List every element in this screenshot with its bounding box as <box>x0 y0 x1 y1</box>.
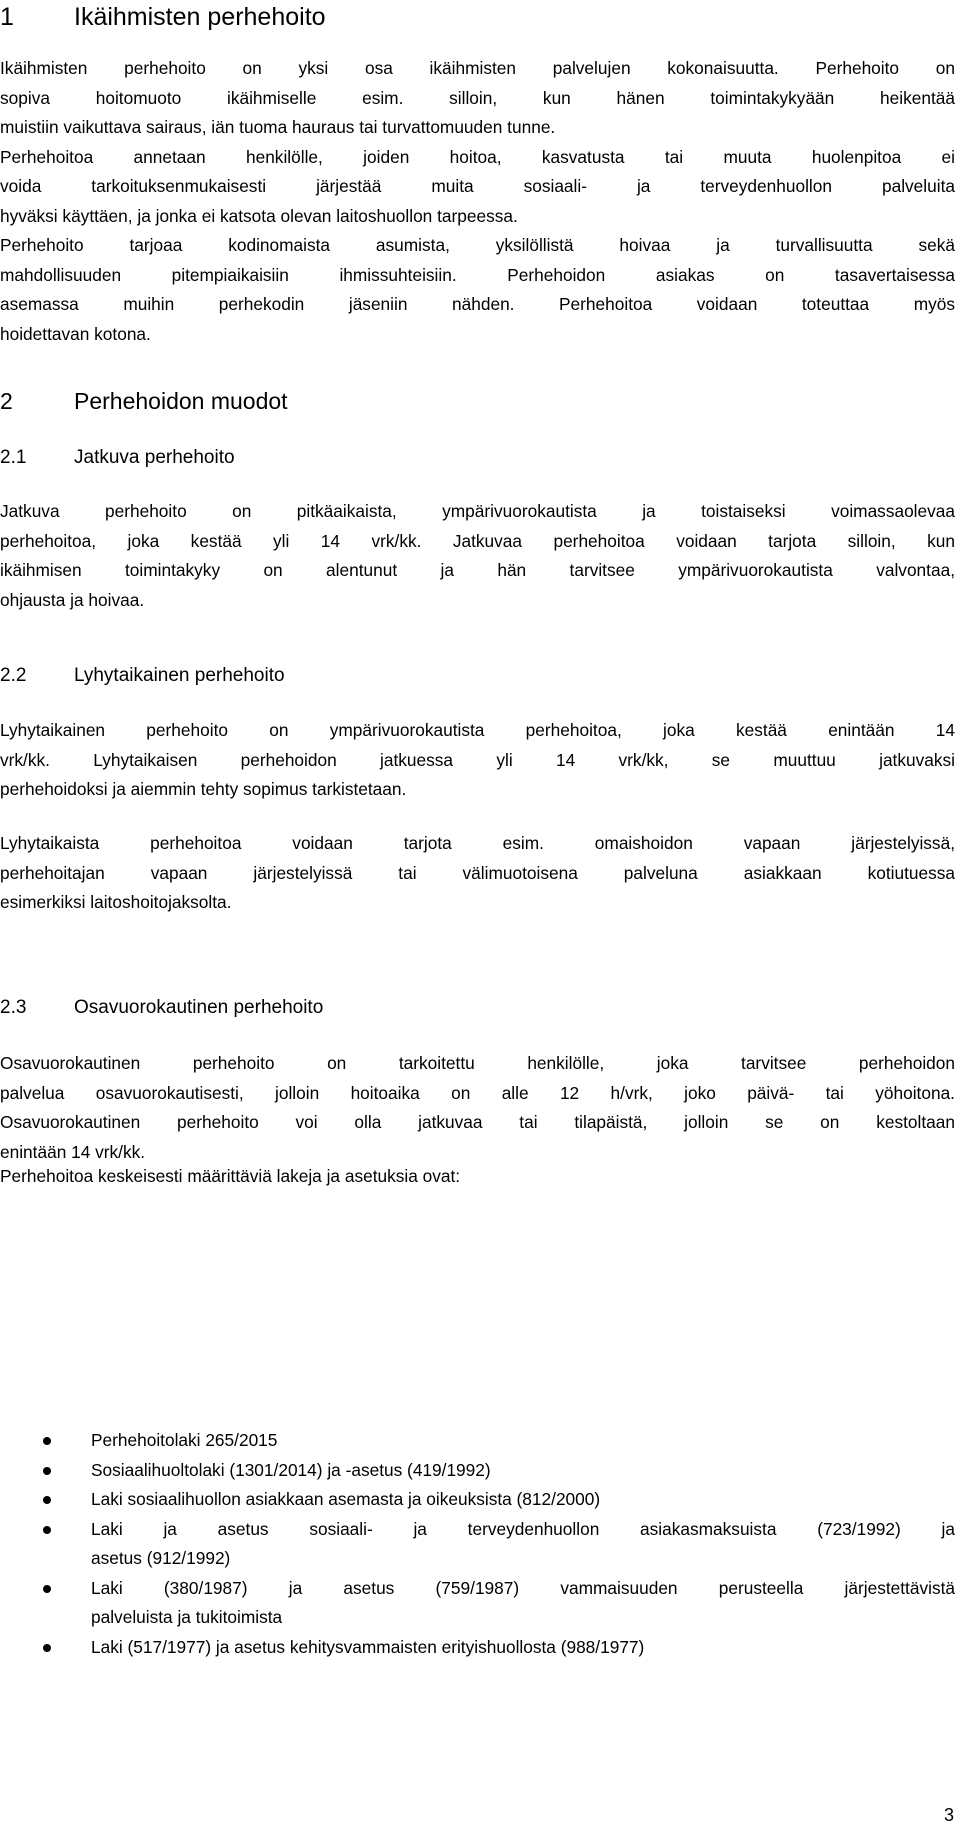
text-line: Perhehoito tarjoaa kodinomaista asumista, yksilöllistä hoivaa ja turvallisuutta sekä <box>0 235 955 255</box>
heading-title: Ikäihmisten perhehoito <box>74 3 326 31</box>
text-line: Ikäihmisten perhehoito on yksi osa ikäihmisten palvelujen kokonaisuutta. Perhehoito on <box>0 58 955 78</box>
text-line: esimerkiksi laitoshoitojaksolta. <box>0 892 232 912</box>
text-line: ikäihmisen toimintakyky on alentunut ja hän tarvitsee ympärivuorokautista valvontaa, <box>0 560 955 580</box>
bullet-icon <box>43 1526 51 1534</box>
list-item <box>0 1426 955 1456</box>
heading-number: 1 <box>0 3 14 31</box>
text-line: muistiin vaikuttava sairaus, iän tuoma hauraus tai turvattomuuden tunne. <box>0 117 556 137</box>
heading-section-2-1 <box>0 446 235 470</box>
text-line: palvelua osavuorokautisesti, jolloin hoitoaika on alle 12 h/vrk, joko päivä- tai yöhoitona. <box>0 1082 955 1103</box>
paragraph-section-1 <box>0 54 955 349</box>
heading-title: Perhehoidon muodot <box>74 388 288 414</box>
text-line: Lyhytaikaista perhehoitoa voidaan tarjota esim. omaishoidon vapaan järjestelyissä, <box>0 833 955 853</box>
bullet-icon <box>43 1644 51 1652</box>
page-number: 3 <box>943 1805 954 1825</box>
text-line: Lyhytaikainen perhehoito on ympärivuorokautista perhehoitoa, joka kestää enintään 14 <box>0 720 955 740</box>
text-line: hoidettavan kotona. <box>0 323 151 344</box>
heading-title: Lyhytaikainen perhehoito <box>74 665 285 686</box>
list-item-text: Sosiaalihuoltolaki (1301/2014) ja -asetus (419/1992) <box>91 1459 491 1480</box>
text-line: Osavuorokautinen perhehoito on tarkoitettu henkilölle, joka tarvitsee perhehoidon <box>0 1053 955 1073</box>
paragraph-section-2-2-b <box>0 829 955 918</box>
bullet-icon <box>43 1437 51 1445</box>
text-line: sopiva hoitomuoto ikäihmiselle esim. silloin, kun hänen toimintakykyään heikentää <box>0 87 955 108</box>
list-item <box>0 1633 955 1663</box>
text-line: Jatkuva perhehoito on pitkäaikaista, ympärivuorokautista ja toistaiseksi voimassaolevaa <box>0 501 955 521</box>
list-item <box>0 1515 955 1574</box>
list-item-text: palveluista ja tukitoimista <box>91 1607 283 1627</box>
text-line: enintään 14 vrk/kk. <box>0 1141 146 1162</box>
list-item <box>0 1574 955 1633</box>
paragraph-section-2-3 <box>0 1049 955 1167</box>
text-line: perhehoitoa, joka kestää yli 14 vrk/kk. Jatkuvaa perhehoitoa voidaan tarjota silloin, kun <box>0 530 955 551</box>
heading-number: 2.1 <box>0 447 27 468</box>
heading-section-2-2 <box>0 664 285 688</box>
bullet-icon <box>43 1585 51 1593</box>
paragraph-section-2-1 <box>0 497 955 615</box>
text-line: hyväksi käyttäen, ja jonka ei katsota olevan laitoshuollon tarpeessa. <box>0 205 518 226</box>
heading-number: 2.3 <box>0 997 27 1018</box>
list-item-text: Laki ja asetus sosiaali- ja terveydenhuollon asiakasmaksuista (723/1992) ja <box>91 1518 955 1539</box>
list-item <box>0 1485 955 1515</box>
bullet-icon <box>43 1467 51 1475</box>
list-item-text: Laki sosiaalihuollon asiakkaan asemasta ja oikeuksista (812/2000) <box>91 1489 601 1509</box>
heading-section-1 <box>0 2 326 32</box>
heading-title: Jatkuva perhehoito <box>74 447 235 468</box>
list-item <box>0 1456 955 1486</box>
list-item-text: Laki (517/1977) ja asetus kehitysvammaisten erityishuollosta (988/1977) <box>91 1636 645 1657</box>
text-line: perhehoidoksi ja aiemmin tehty sopimus tarkistetaan. <box>0 779 407 799</box>
text-line: ohjausta ja hoivaa. <box>0 589 145 610</box>
heading-number: 2 <box>0 388 13 414</box>
heading-section-2 <box>0 387 288 415</box>
heading-number: 2.2 <box>0 665 27 686</box>
list-item-text: asetus (912/1992) <box>91 1548 231 1568</box>
text-line: Perhehoitoa annetaan henkilölle, joiden hoitoa, kasvatusta tai muuta huolenpitoa ei <box>0 146 955 167</box>
heading-title: Osavuorokautinen perhehoito <box>74 997 324 1018</box>
text-line: Perhehoitoa keskeisesti määrittäviä lakeja ja asetuksia ovat: <box>0 1166 461 1186</box>
text-line: perhehoitajan vapaan järjestelyissä tai välimuotoisena palveluna asiakkaan kotiutuessa <box>0 862 955 883</box>
text-line: Osavuorokautinen perhehoito voi olla jatkuvaa tai tilapäistä, jolloin se on kestoltaan <box>0 1112 955 1132</box>
text-line: vrk/kk. Lyhytaikaisen perhehoidon jatkuessa yli 14 vrk/kk, se muuttuu jatkuvaksi <box>0 749 955 770</box>
text-line: voida tarkoituksenmukaisesti järjestää muita sosiaali- ja terveydenhuollon palveluita <box>0 176 955 196</box>
paragraph-laws-intro <box>0 1162 955 1192</box>
text-line: asemassa muihin perhekodin jäseniin nähden. Perhehoitoa voidaan toteuttaa myös <box>0 294 955 314</box>
list-item-text: Laki (380/1987) ja asetus (759/1987) vammaisuuden perusteella järjestettävistä <box>91 1577 955 1598</box>
text-line: mahdollisuuden pitempiaikaisiin ihmissuhteisiin. Perhehoidon asiakas on tasavertaisessa <box>0 264 955 285</box>
laws-list <box>0 1426 955 1662</box>
heading-section-2-3 <box>0 996 323 1020</box>
paragraph-section-2-2-a <box>0 716 955 805</box>
list-item-text: Perhehoitolaki 265/2015 <box>91 1430 278 1450</box>
bullet-icon <box>43 1496 51 1504</box>
